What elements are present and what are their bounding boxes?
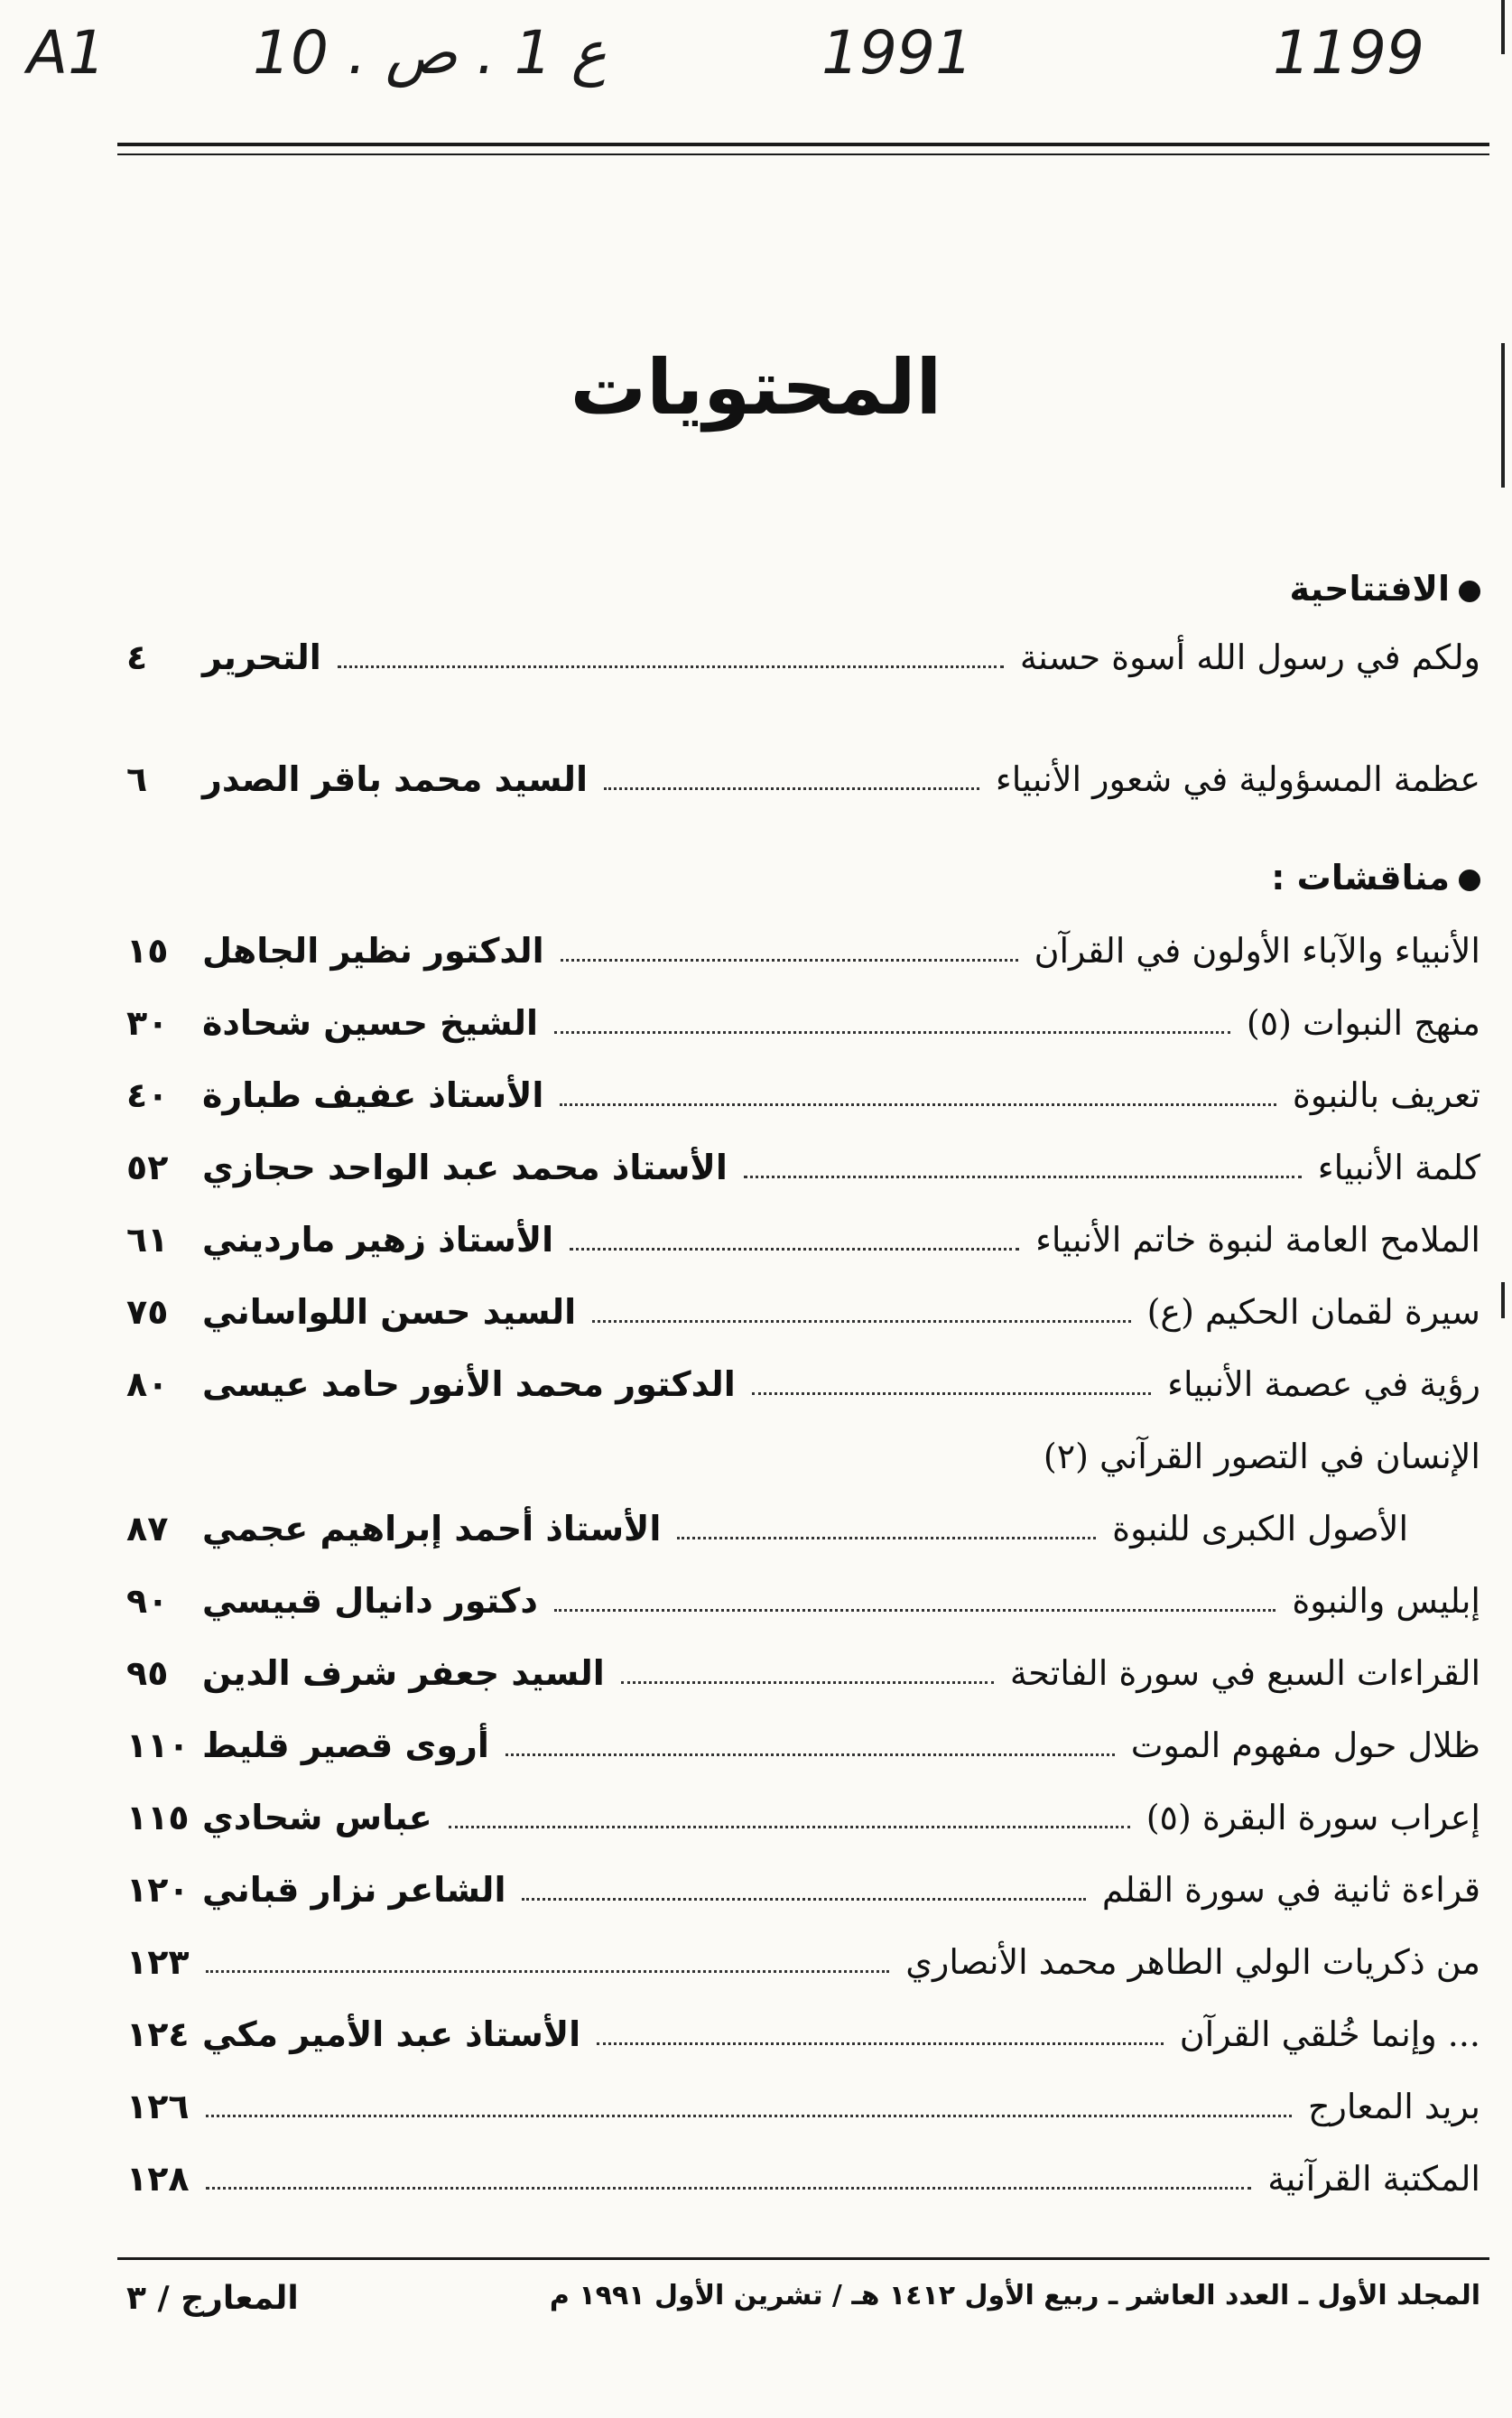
entry-author: دكتور دانيال قبيسي (202, 1581, 538, 1621)
leader-dots (677, 1536, 1096, 1539)
leader-dots (570, 1247, 1019, 1251)
toc-entry[interactable] (126, 1855, 1480, 1910)
leader-dots (449, 1825, 1130, 1828)
entry-title: المكتبة القرآنية (1267, 2159, 1480, 2199)
entry-title: من ذكريات الولي الطاهر محمد الأنصاري (905, 1942, 1480, 1982)
toc-entry[interactable] (126, 2072, 1480, 2126)
entry-page: ١١٠ (126, 1725, 190, 1765)
entry-author: الشيخ حسين شحادة (202, 1003, 539, 1043)
bullet-icon (1459, 870, 1480, 891)
handwritten-annotation (27, 18, 1480, 126)
leader-dots (554, 1608, 1275, 1612)
entry-page: ١٢٦ (126, 2087, 190, 2126)
toc-entry[interactable] (126, 2144, 1480, 2199)
entry-page: ٨٧ (126, 1509, 169, 1548)
entry-author: الأستاذ عبد الأمير مكي (202, 2014, 581, 2054)
header-rule-thick (117, 143, 1489, 146)
section-heading-discussions: مناقشات : (1271, 858, 1480, 897)
entry-title: قراءة ثانية في سورة القلم (1101, 1870, 1480, 1910)
toc-entry[interactable] (126, 1711, 1480, 1765)
entry-author: السيد جعفر شرف الدين (202, 1653, 605, 1693)
entry-title: القراءات السبع في سورة الفاتحة (1009, 1653, 1480, 1693)
leader-dots (621, 1680, 994, 1684)
toc-entry[interactable] (126, 1350, 1480, 1404)
entry-title: الأنبياء والآباء الأولون في القرآن (1034, 931, 1480, 971)
entry-title: إبليس والنبوة (1292, 1581, 1480, 1621)
entry-page: ١٢٨ (126, 2159, 190, 2199)
toc-entry[interactable] (126, 1928, 1480, 1982)
entry-author: السيد محمد باقر الصدر (202, 759, 589, 799)
leader-dots (597, 2041, 1164, 2045)
entry-author: الدكتور محمد الأنور حامد عيسى (202, 1364, 736, 1404)
leader-dots (560, 1102, 1276, 1106)
entry-title: الأصول الكبرى للنبوة (1112, 1509, 1408, 1548)
entry-page: ٥٢ (126, 1148, 169, 1187)
entry-author: الأستاذ زهير مارديني (202, 1220, 554, 1260)
leader-dots (206, 2114, 1292, 2117)
toc-entry[interactable] (126, 623, 1480, 677)
toc-entry[interactable] (126, 1422, 1480, 1476)
leader-dots (506, 1753, 1115, 1756)
leader-dots (744, 1175, 1302, 1178)
handwritten-ref: 10 . ع 1 . ص (253, 18, 608, 88)
handwritten-year: 1991 (821, 18, 973, 88)
entry-author: عباس شحادي (202, 1798, 432, 1837)
scan-edge-mark (1501, 343, 1505, 488)
entry-title: تعريف بالنبوة (1292, 1075, 1480, 1115)
entry-author: السيد حسن اللواساني (202, 1292, 577, 1332)
leader-dots (752, 1391, 1151, 1395)
entry-page: ٦ (126, 759, 148, 799)
entry-author: الشاعر نزار قباني (202, 1870, 506, 1910)
entry-title: الملامح العامة لنبوة خاتم الأنبياء (1035, 1220, 1480, 1260)
entry-page: ٤ (126, 637, 148, 677)
entry-page: ١٢٣ (126, 1942, 190, 1982)
toc-entry[interactable] (126, 1783, 1480, 1837)
entry-page: ٩٠ (126, 1581, 169, 1621)
entry-author: الدكتور نظير الجاهل (202, 931, 544, 971)
toc-entry[interactable] (126, 1133, 1480, 1187)
section-heading-opening: الافتتاحية (1290, 569, 1480, 609)
toc-entry[interactable] (126, 1494, 1408, 1548)
leader-dots (604, 786, 979, 790)
leader-dots (561, 958, 1018, 962)
entry-page: ١٢٤ (126, 2014, 190, 2054)
entry-author: أروى قصير قليط (202, 1725, 489, 1765)
entry-title: ظلال حول مفهوم الموت (1130, 1725, 1480, 1765)
toc-entry[interactable] (126, 745, 1480, 799)
entry-page: ٨٠ (126, 1364, 169, 1404)
handwritten-number: 1199 (1273, 18, 1424, 88)
header-rule-thin (117, 153, 1489, 155)
entry-page: ١٥ (126, 931, 169, 971)
entry-title: ولكم في رسول الله أسوة حسنة (1019, 637, 1480, 677)
entry-author: الأستاذ محمد عبد الواحد حجازي (202, 1148, 728, 1187)
entry-author: التحرير (202, 637, 321, 677)
entry-title: بريد المعارج (1307, 2087, 1480, 2126)
toc-entry[interactable] (126, 1205, 1480, 1260)
entry-page: ٣٠ (126, 1003, 169, 1043)
toc-entry[interactable] (126, 2000, 1480, 2054)
entry-title: عظمة المسؤولية في شعور الأنبياء (995, 759, 1480, 799)
leader-dots (206, 2186, 1251, 2190)
entry-title: سيرة لقمان الحكيم (ع) (1146, 1292, 1480, 1332)
entry-title: إعراب سورة البقرة (٥) (1146, 1798, 1480, 1837)
leader-dots (338, 665, 1004, 668)
toc-entry[interactable] (126, 1567, 1480, 1621)
leader-dots (522, 1897, 1085, 1901)
leader-dots (554, 1030, 1230, 1034)
footer-rule (117, 2257, 1489, 2260)
scan-edge-mark (1501, 0, 1505, 54)
toc-entry[interactable] (126, 1278, 1480, 1332)
toc-entry[interactable] (126, 916, 1480, 971)
entry-title: رؤية في عصمة الأنبياء (1167, 1364, 1480, 1404)
entry-page: ٦١ (126, 1220, 169, 1260)
entry-page: ٤٠ (126, 1075, 169, 1115)
entry-page: ٩٥ (126, 1653, 169, 1693)
entry-title: ... وإنما خُلقي القرآن (1179, 2014, 1480, 2054)
entry-page: ١١٥ (126, 1798, 190, 1837)
entry-title: الإنسان في التصور القرآني (٢) (1043, 1437, 1480, 1476)
handwritten-code: A1 (27, 18, 107, 88)
entry-page: ١٢٠ (126, 1870, 190, 1910)
bullet-icon (1459, 581, 1480, 602)
toc-entry[interactable] (126, 1639, 1480, 1693)
toc-entry[interactable] (126, 1061, 1480, 1115)
issue-info: المجلد الأول ـ العدد العاشر ـ ربيع الأول ١٤١٢ هـ / تشرين الأول ١٩٩١ م (549, 2280, 1480, 2311)
leader-dots (592, 1319, 1130, 1323)
entry-author: الأستاذ عفيف طبارة (202, 1075, 544, 1115)
entry-page: ٧٥ (126, 1292, 169, 1332)
entry-author: الأستاذ أحمد إبراهيم عجمي (202, 1509, 662, 1548)
scan-edge-mark (1501, 1282, 1505, 1318)
leader-dots (206, 1969, 889, 1973)
toc-entry[interactable] (126, 989, 1480, 1043)
entry-title: كلمة الأنبياء (1317, 1148, 1480, 1187)
page-number: المعارج / ٣ (126, 2280, 299, 2317)
entry-title: منهج النبوات (٥) (1246, 1003, 1480, 1043)
page-title: المحتويات (570, 343, 942, 432)
